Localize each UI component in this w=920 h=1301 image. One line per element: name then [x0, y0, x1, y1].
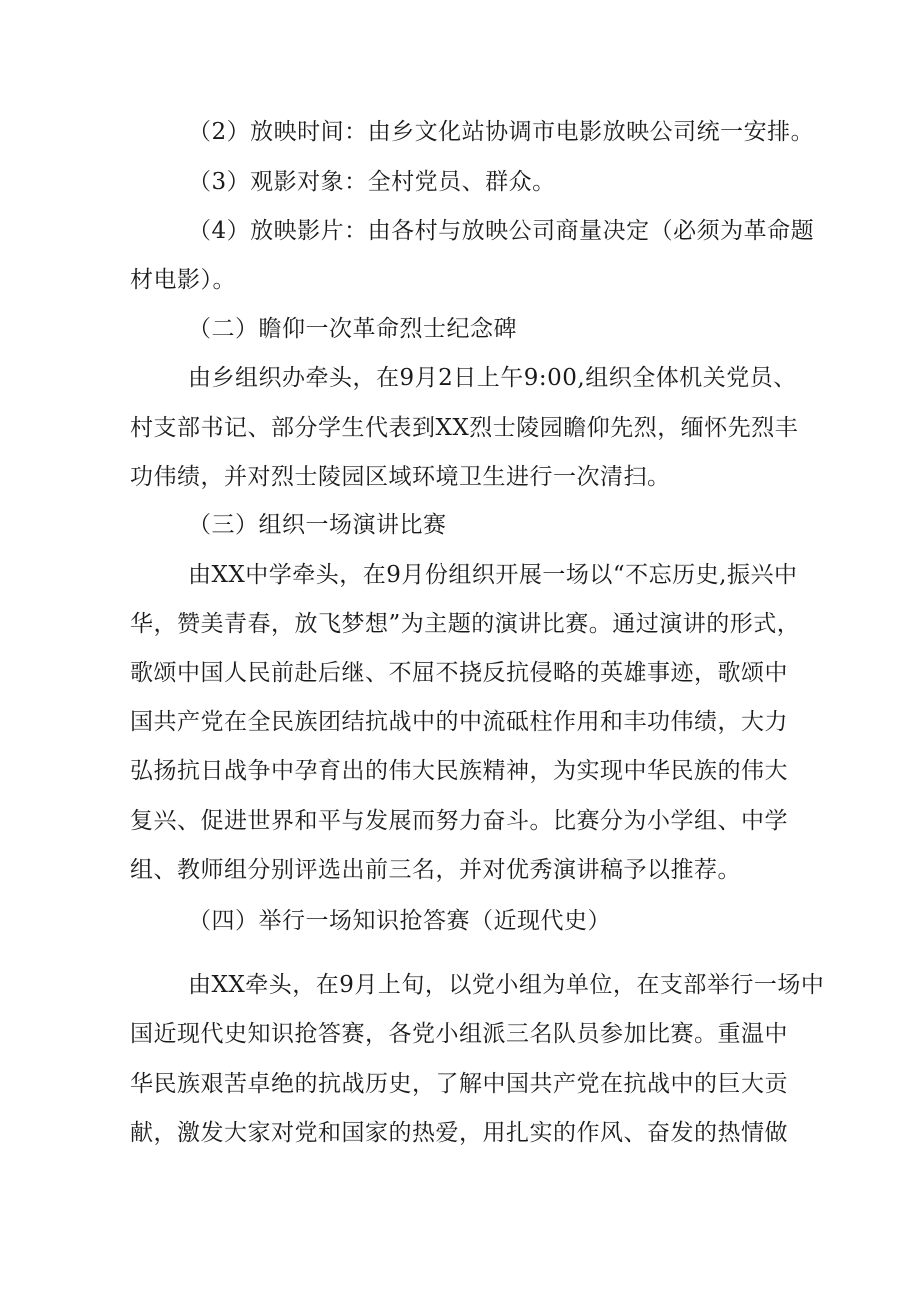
- quiz-paragraph-line-3: 华民族艰苦卓绝的抗战历史，了解中国共产党在抗战中的巨大贡: [130, 1071, 788, 1097]
- item-audience: （3）观影对象：全村党员、群众。: [188, 169, 556, 195]
- item-films-line-1: （4）放映影片：由各村与放映公司商量决定（必须为革命题: [188, 218, 815, 244]
- speech-paragraph-line-5: 弘扬抗日战争中孕育出的伟大民族精神，为实现中华民族的伟大: [130, 758, 788, 784]
- quiz-paragraph-line-1: 由XX牵头，在9月上旬，以党小组为单位，在支部举行一场中: [188, 972, 825, 998]
- monument-paragraph-line-3: 功伟绩，并对烈士陵园区域环境卫生进行一次清扫。: [130, 464, 671, 490]
- heading-speech-contest: （三）组织一场演讲比赛: [188, 512, 447, 538]
- speech-paragraph-line-3: 歌颂中国人民前赴后继、不屈不挠反抗侵略的英雄事迹，歌颂中: [130, 660, 788, 686]
- speech-paragraph-line-4: 国共产党在全民族团结抗战中的中流砥柱作用和丰功伟绩，大力: [130, 709, 788, 735]
- item-screening-time: （2）放映时间：由乡文化站协调市电影放映公司统一安排。: [188, 119, 815, 145]
- monument-paragraph-line-1: 由乡组织办牵头，在9月2日上午9:00,组织全体机关党员、: [188, 365, 797, 391]
- speech-paragraph-line-2: 华，赞美青春，放飞梦想”为主题的演讲比赛。通过演讲的形式，: [130, 611, 801, 637]
- monument-paragraph-line-2: 村支部书记、部分学生代表到XX烈士陵园瞻仰先烈，缅怀先烈丰: [130, 415, 799, 441]
- speech-paragraph-line-1: 由XX中学牵头，在9月份组织开展一场以“不忘历史,振兴中: [188, 562, 798, 588]
- heading-quiz-contest: （四）举行一场知识抢答赛（近现代史）: [188, 908, 611, 934]
- quiz-paragraph-line-2: 国近现代史知识抢答赛，各党小组派三名队员参加比赛。重温中: [130, 1021, 788, 1047]
- speech-paragraph-line-7: 组、教师组分别评选出前三名，并对优秀演讲稿予以推荐。: [130, 857, 741, 883]
- quiz-paragraph-line-4: 献，激发大家对党和国家的热爱，用扎实的作风、奋发的热情做: [130, 1120, 788, 1146]
- item-films-line-2: 材电影）。: [130, 267, 236, 293]
- heading-monument-visit: （二）瞻仰一次革命烈士纪念碑: [188, 316, 517, 342]
- speech-paragraph-line-6: 复兴、促进世界和平与发展而努力奋斗。比赛分为小学组、中学: [130, 808, 788, 834]
